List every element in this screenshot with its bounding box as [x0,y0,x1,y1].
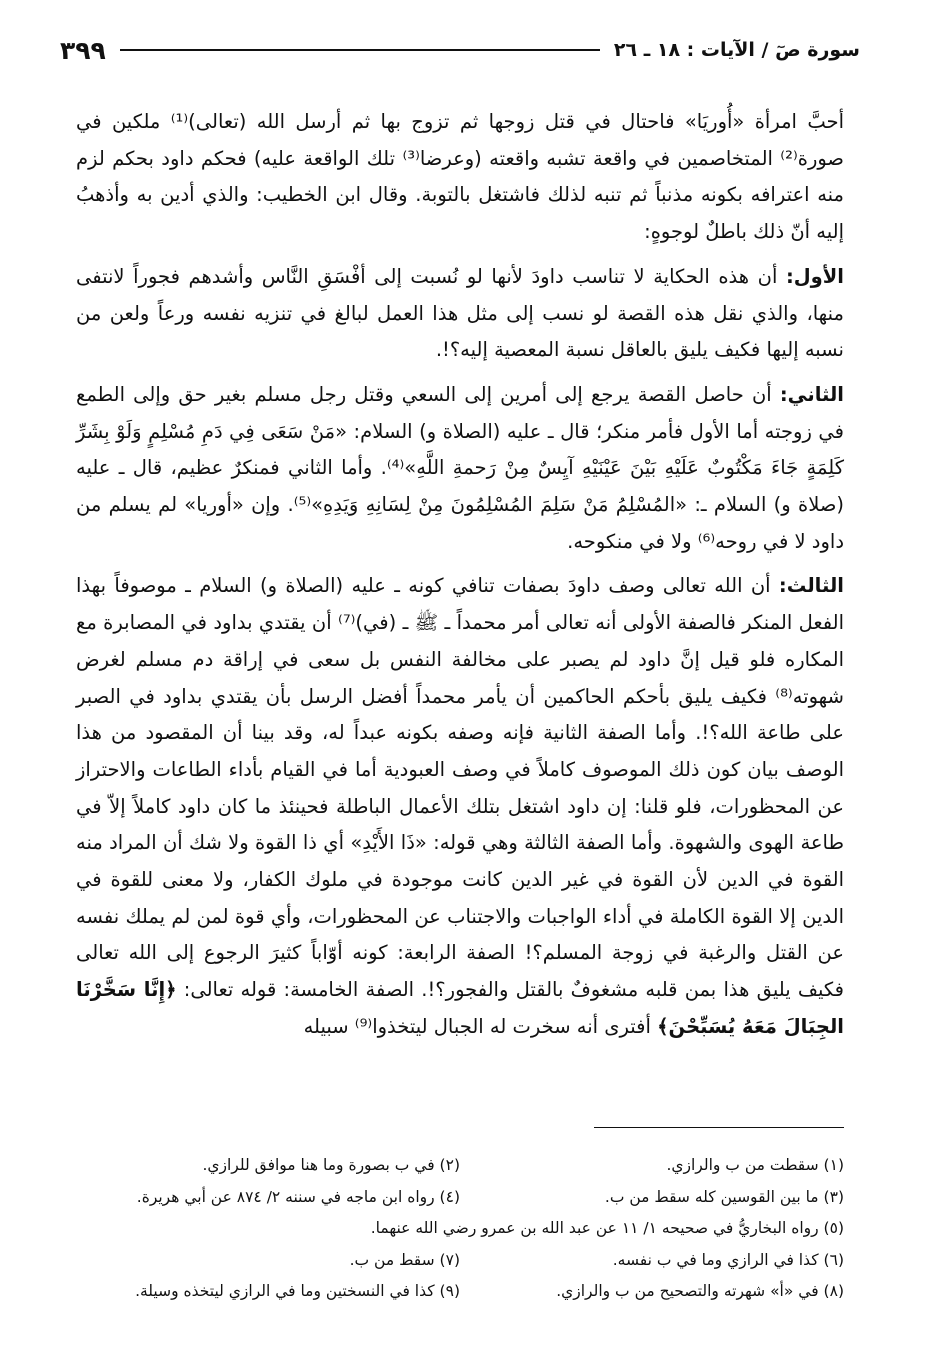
footnote: (٢) في ب بصورة وما هنا موافق للرازي. [202,1156,460,1174]
footnote: (٣) ما بين القوسين كله سقط من ب. [604,1187,844,1206]
footnote-row [76,1150,844,1182]
third-argument [76,568,844,1045]
first-argument [76,259,844,369]
footnote-row [76,1245,844,1277]
second-argument [76,377,844,561]
footnote-row [76,1213,844,1245]
footnote: (٨) في «أ» شهرته والتصحيح من ب والرازي. [556,1282,844,1300]
footnote: (١) سقطت من ب والرازي. [666,1156,844,1174]
second-argument-text: أن حاصل القصة يرجع إلى أمرين إلى السعي وقتل رجل مسلم بغير حق وإلى الطمع في زوجته أما الأول فأمر منكر؛ قال ـ عليه (الصلاة و) السلام: «مَنْ سَعَى فِي دَمِ مُسْلِمٍ وَلَوْ بِشَرِّ كَلِمَةٍ جَاءَ مَكْتُوبٌ عَلَيْهِ بَيْنَ عَيْنَيْهِ آيِسٌ مِنْ رَحمةِ اللَّهِ»⁽⁴⁾. وأما الثاني فمنكرٌ عظيم، قال ـ عليه (صلاة و) السلام ـ: «المُسْلِمُ مَنْ سَلِمَ المُسْلِمُونَ مِنْ لِسَانِهِ وَيَدِهِ»⁽⁵⁾. وإن «أوريا» لم يسلم من داود لا في روحه⁽⁶⁾ ولا في منكوحه. [76,382,844,553]
footnote: (٤) رواه ابن ماجه في سننه ٢/ ٨٧٤ عن أبي هريرة. [136,1187,460,1206]
after-quote-text: أفترى أنه سخرت له الجبال ليتخذوا⁽⁹⁾ سبيله [303,1014,651,1038]
footnote: (٧) سقط من ب. [349,1250,460,1269]
first-argument-text: أن هذه الحكاية لا تناسب داودَ لأنها لو نُسبت إلى أفْسَقِ النَّاس وأشدهم فجوراً لانتفى منها، والذي نقل هذه القصة لو نسب إلى مثل هذا العمل لبالغ في تنزيه نفسه ورعاً ولعن من نسبه إليها فكيف يليق بالعاقل نسبة المعصية إليه؟!. [76,264,844,362]
intro-paragraph [76,104,844,251]
footnote-row [76,1276,844,1308]
intro-text: أحبَّ امرأة «أُوريَا» فاحتال في قتل زوجها ثم تزوج بها ثم أرسل الله (تعالى)⁽¹⁾ ملكين في صورة⁽²⁾ المتخاصمين في واقعة تشبه واقعته (وعرضا⁽³⁾ تلك الواقعة عليه) فحكم داود بحكم لزم منه اعترافه بكونه مذنباً ثم تنبه لذلك فاشتغل بالتوبة. وقال ابن الخطيب: والذي أدين به وأذهبُ إليه أنّ ذلك باطلٌ لوجوهٍ: [76,110,844,244]
footnote: (٦) كذا في الرازي وما في ب نفسه. [612,1250,844,1269]
second-argument-lead: الثاني: [779,382,844,406]
footnotes [76,1150,844,1308]
header-rule [120,49,600,51]
footnote: (٩) كذا في النسختين وما في الرازي ليتخذه وسيلة. [135,1282,460,1300]
quran-quote: ﴿إِنَّا سَخَّرْنَا الجِبَالَ مَعَهُ يُسَبِّحْنَ﴾ [76,978,844,1038]
page-header [60,30,860,70]
main-text [76,104,844,1046]
page-number: ٣٩٩ [60,35,106,65]
footnote: (٥) رواه البخاريُّ في صحيحه ١/ ١١ عن عبد الله بن عمرو رضي الله عنهما. [370,1219,844,1237]
first-argument-lead: الأول: [785,264,844,288]
third-argument-lead: الثالث: [778,574,844,598]
running-title: سورة صٓ / الآيات : ١٨ ـ ٢٦ [613,39,860,61]
third-argument-text: أن الله تعالى وصف داودَ بصفات تنافي كونه ـ عليه (الصلاة و) السلام ـ موصوفاً بهذا الفعل المنكر فالصفة الأولى أنه تعالى أمر محمداً ـ ﷺ ـ (في)⁽⁷⁾ أن يقتدي بداود في المصابرة مع المكاره فلو قيل إنَّ داود لم يصبر على مخالفة النفس بل سعى في إراقة دم مسلم لغرض شهوته⁽⁸⁾ فكيف يليق بأحكم الحاكمين أن يأمر محمداً أفضل الرسل بأن يقتدي بداود في الصبر على طاعة الله؟!. وأما الصفة الثانية فإنه وصفه بكونه عبداً له، وقد بينا أن المقصود من هذا الوصف بيان كون ذلك الموصوف كاملاً في وصف العبودية أما في القيام بأداء الطاعات والاحتراز عن المحظورات، فلو قلنا: إن داود اشتغل بتلك الأعمال الباطلة فحينئذ ما كان داود كاملاً إلاّ في طاعة الهوى والشهوة. وأما الصفة الثالثة وهي قوله: «ذَا الأَيْدِ» أي ذا القوة ولا شك أن المراد منه القوة في الدين لأن القوة في غير الدين كانت موجودة في ملوك الكفار، ولا معنى للقوة في الدين إلا القوة الكاملة في أداء الواجبات والاجتناب عن المحظورات، وأي قوة لمن لم يملك نفسه عن القتل والرغبة في زوجة المسلم؟! الصفة الرابعة: كونه أوّاباً كثيرَ الرجوع إلى الله تعالى فكيف يليق هذا بمن قلبه مشغوفٌ بالقتل والفجور؟!. الصفة الخامسة: قوله تعالى: [76,574,845,1002]
footnote-row [76,1182,844,1214]
footnote-rule [594,1127,844,1128]
